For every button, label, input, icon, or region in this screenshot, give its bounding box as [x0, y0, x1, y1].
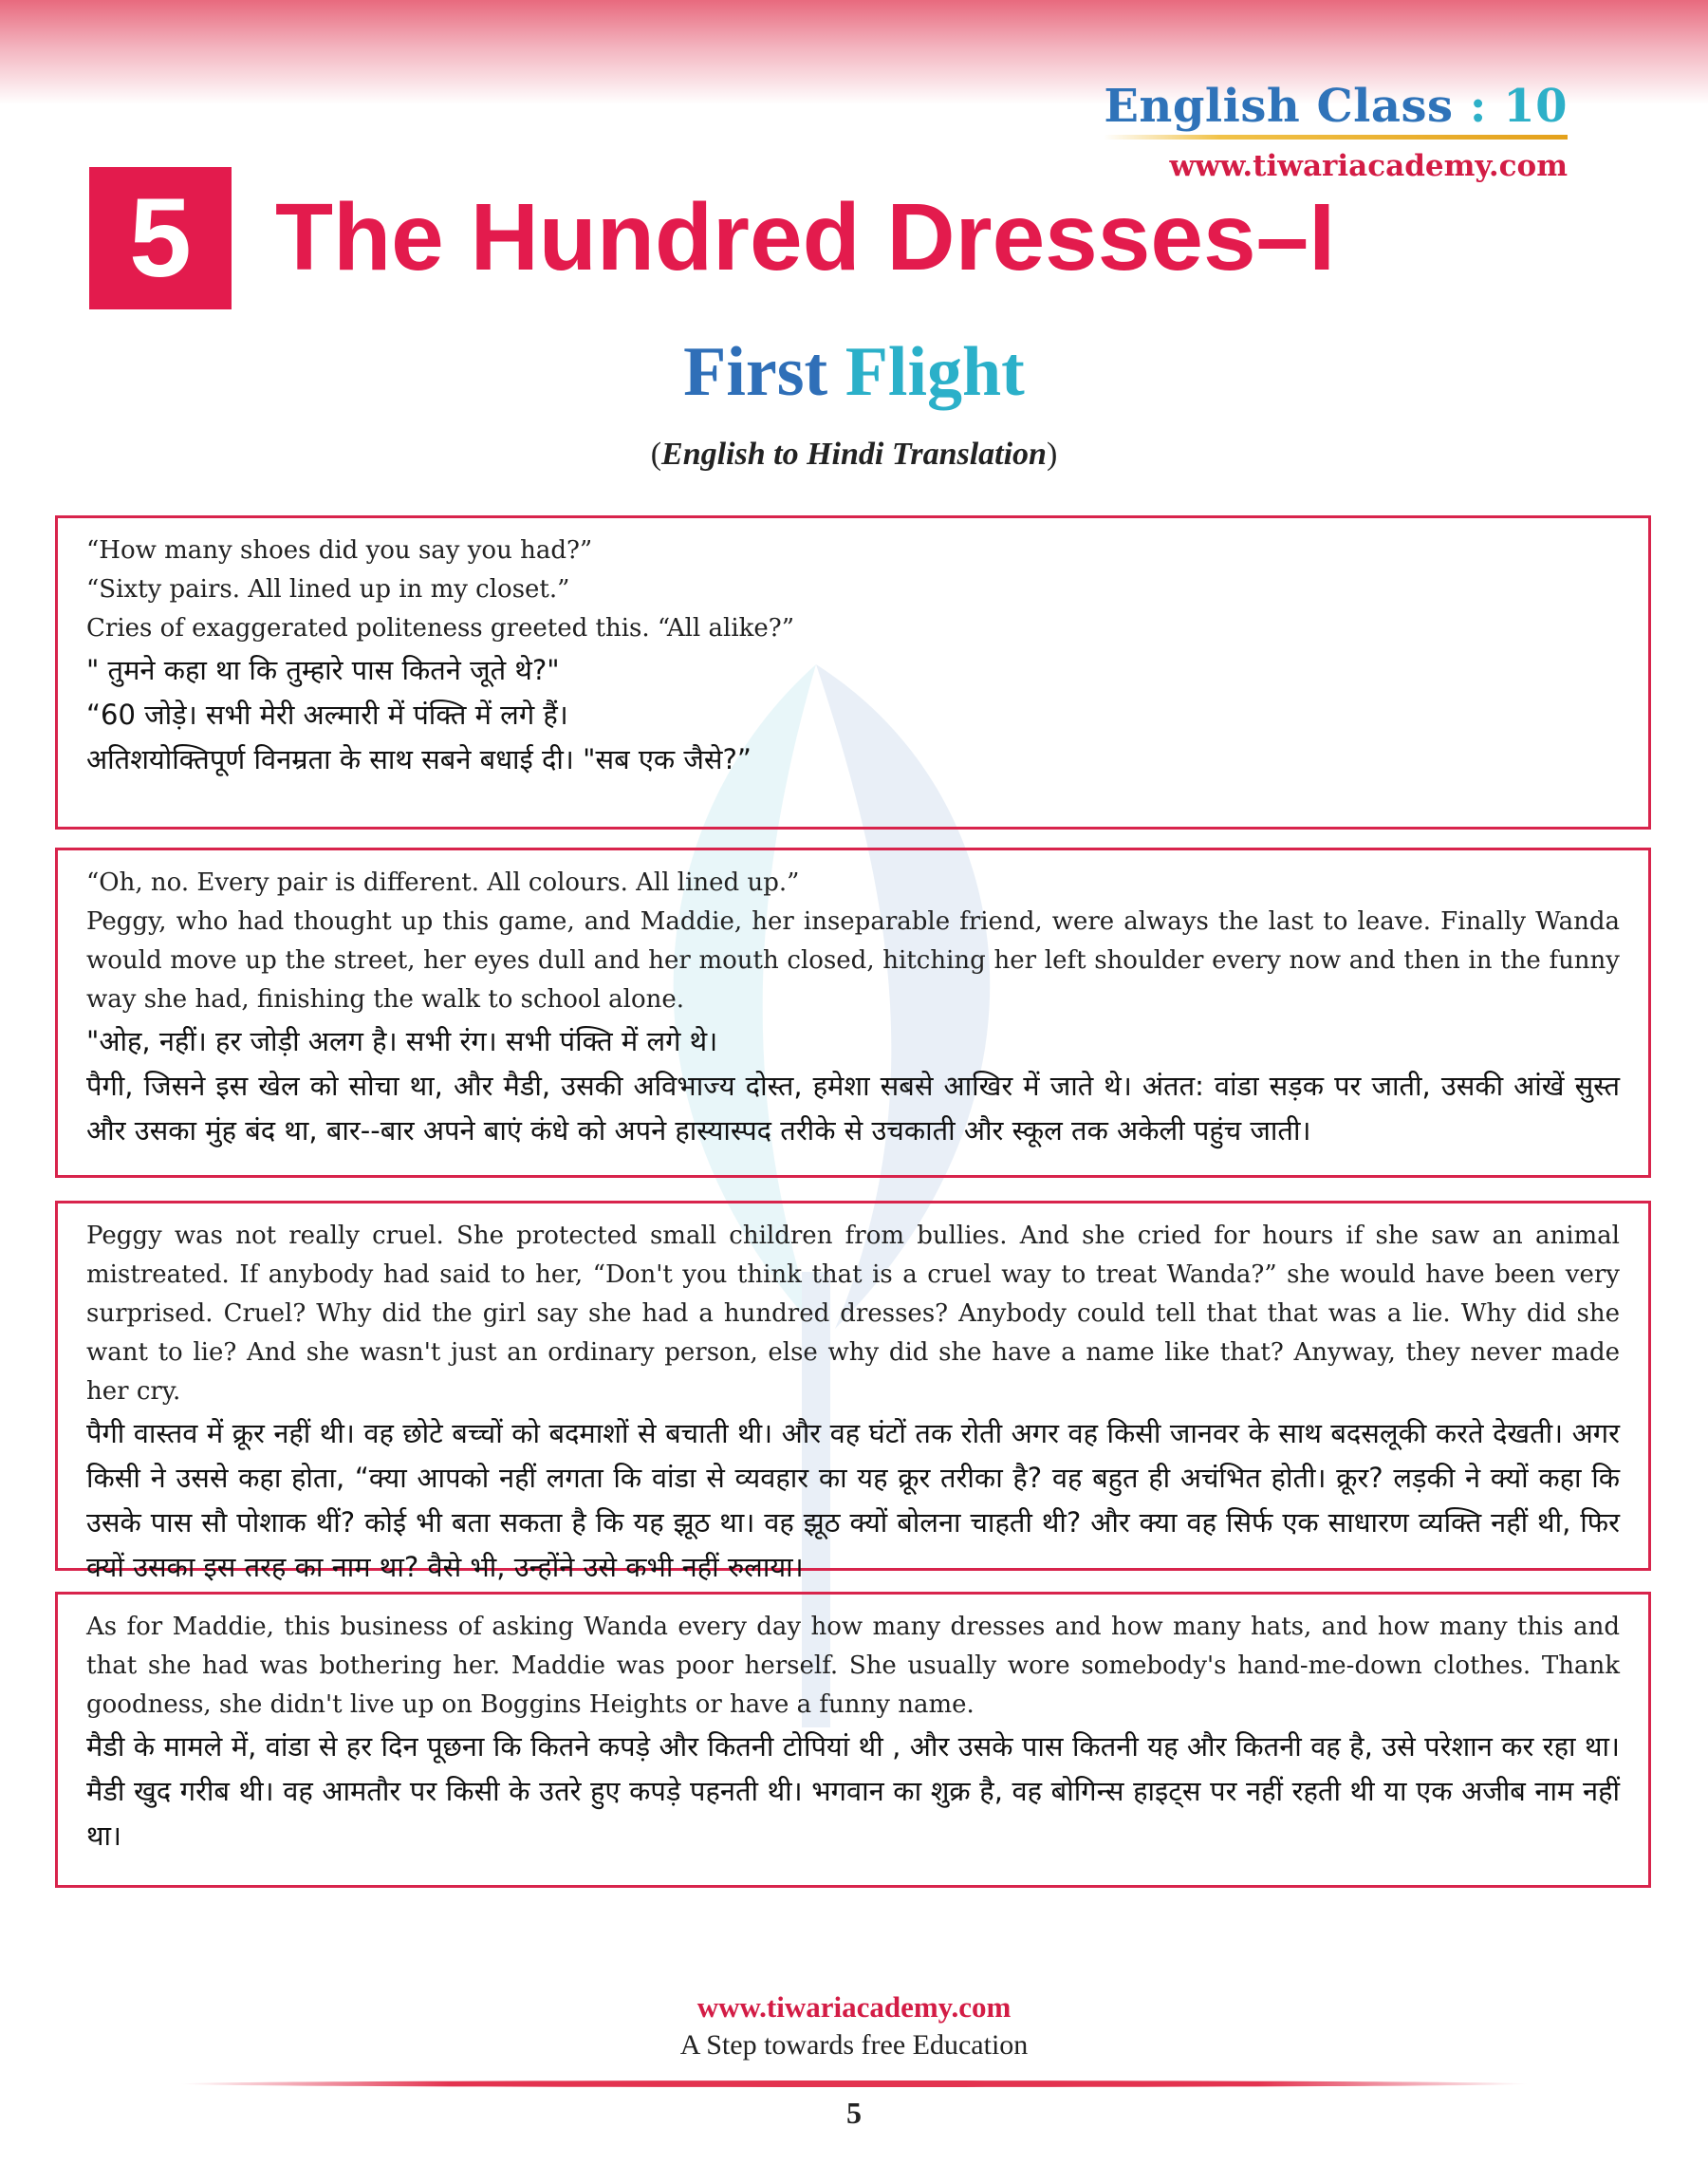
- chapter-title: The Hundred Dresses–I: [275, 184, 1336, 290]
- translation-box-1: [55, 515, 1651, 830]
- header-url[interactable]: www.tiwariacademy.com: [1169, 149, 1568, 183]
- english-paragraph: “Oh, no. Every pair is different. All colours. All lined up.”: [86, 868, 800, 897]
- hindi-paragraph: पैगी वास्तव में क्रूर नहीं थी। वह छोटे बच्चों को बदमाशों से बचाती थी। और वह घंटों तक रोती अगर वह किसी जानवर के साथ बदसलूकी करते देखती। अगर किसी ने उससे कहा होता, “क्या आपको नहीं लगता कि वांडा से व्यवहार का यह क्रूर तरीका है? वह बहुत ही अचंभित होती। क्रूर? लड़की ने क्यों कहा कि उसके पास सौ पोशाक थीं? कोई भी बता सकता है कि यह झूठ था। वह झूठ क्यों बोलना चाहती थी? और क्या वह सिर्फ एक साधारण व्यक्ति नहीं थी, फिर क्यों उसका इस तरह का नाम था? वैसे भी, उन्होंने उसे कभी नहीं रुलाया।: [86, 1417, 1620, 1583]
- subtitle-text: English to Hindi Translation: [661, 437, 1047, 472]
- class-title-number: : 10: [1453, 80, 1568, 133]
- hindi-line: “60 जोड़े। सभी मेरी अल्मारी में पंक्ति में लगे हैं।: [86, 699, 568, 731]
- english-line: “Sixty pairs. All lined up in my closet.”: [86, 575, 570, 604]
- english-paragraph: Peggy was not really cruel. She protected small children from bullies. And she cried for hours if she saw an animal mistreated. If anybody had said to her, “Don't you think that is a cruel way to treat Wanda?” she would have been very surprised. Cruel? Why did the girl say she had a hundred dresses? Anybody could tell that that was a lie. Why did she want to lie? And she wasn't just an ordinary person, else why did she have a name like that? Anyway, they never made her cry.: [86, 1222, 1620, 1406]
- subtitle-close-paren: ): [1046, 437, 1058, 472]
- hindi-line: अतिशयोक्तिपूर्ण विनम्रता के साथ सबने बधाई दी। "सब एक जैसे?”: [86, 743, 752, 775]
- hindi-paragraph: मैडी के मामले में, वांडा से हर दिन पूछना कि कितने कपड़े और कितनी टोपियां थी , और उसके पास कितनी यह और कितनी वह है, उसे परेशान कर रहा था। मैडी खुद गरीब थी। वह आमतौर पर किसी के उतरे हुए कपड़े पहनती थी। भगवान का शुक्र है, वह बोगिन्स हाइट्स पर नहीं रहती थी या एक अजीब नाम नहीं था।: [86, 1730, 1620, 1852]
- hindi-paragraph: "ओह, नहीं। हर जोड़ी अलग है। सभी रंग। सभी पंक्ति में लगे थे।: [86, 1025, 718, 1057]
- footer-tagline: A Step towards free Education: [679, 2029, 1029, 2061]
- header-block: [1104, 80, 1568, 183]
- header-gold-rule: [1104, 135, 1568, 140]
- translation-box-3: [55, 1201, 1651, 1583]
- hindi-line: " तुमने कहा था कि तुम्हारे पास कितने जूते थे?": [86, 654, 560, 686]
- subtitle: [0, 437, 1708, 473]
- book-title-word1: First: [683, 333, 828, 411]
- hindi-paragraph: पैगी, जिसने इस खेल को सोचा था, और मैडी, उसकी अविभाज्य दोस्त, हमेशा सबसे आखिर में जाते थे। अंतत: वांडा सड़क पर जाती, उसकी आंखें सुस्त और उसका मुंह बंद था, बार--बार अपने बाएं कंधे को अपने हास्यास्पद तरीके से उचकाती और स्कूल तक अकेली पहुंच जाती।: [86, 1070, 1620, 1147]
- class-title-label: English Class: [1104, 80, 1454, 133]
- english-paragraph: Peggy, who had thought up this game, and Maddie, her inseparable friend, were always the last to leave. Finally Wanda would move up the street, her eyes dull and her mouth closed, hitching her left shoulder every now and then in the funny way she had, finishing the walk to school alone.: [86, 907, 1620, 1014]
- translation-box-2: [55, 848, 1651, 1178]
- english-line: “How many shoes did you say you had?”: [86, 536, 593, 565]
- page-number: 5: [846, 2096, 862, 2130]
- chapter-number-badge: 5: [89, 167, 232, 309]
- translation-box-4: [55, 1592, 1651, 1888]
- footer-divider: [180, 2080, 1528, 2087]
- class-title: [1104, 80, 1568, 133]
- book-title: [0, 333, 1708, 411]
- english-line: Cries of exaggerated politeness greeted this. “All alike?”: [86, 614, 795, 643]
- book-title-word2: Flight: [845, 333, 1025, 411]
- subtitle-open-paren: (: [650, 437, 662, 472]
- footer-url[interactable]: www.tiwariacademy.com: [696, 1990, 1012, 2024]
- english-paragraph: As for Maddie, this business of asking Wanda every day how many dresses and how many hats, and how many this and that she had was bothering her. Maddie was poor herself. She usually wore somebody's hand-me-down clothes. Thank goodness, she didn't live up on Boggins Heights or have a funny name.: [86, 1613, 1620, 1719]
